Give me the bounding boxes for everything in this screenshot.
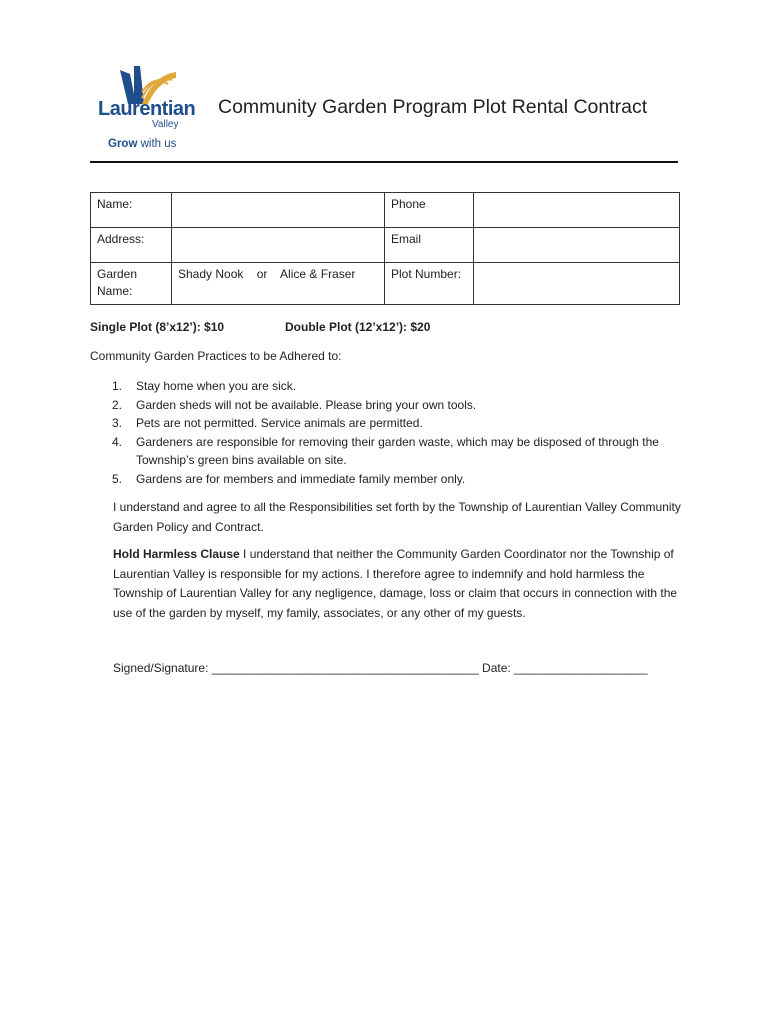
list-item: [90, 377, 680, 396]
name-field[interactable]: [172, 193, 385, 228]
name-label: Name:: [91, 193, 172, 228]
agreement-paragraph: I understand and agree to all the Responsibilities set forth by the Township of Laurentian Valley Community Garden Policy and Contract.: [113, 500, 681, 534]
list-number: 2.: [112, 397, 123, 412]
garden-name-label: Garden Name:: [91, 263, 172, 305]
list-item: [90, 470, 680, 489]
list-number: 3.: [112, 416, 123, 430]
signature-line[interactable]: Signed/Signature: ________________________________________ Date: ____________________: [113, 661, 648, 675]
contact-form-table: [90, 192, 680, 305]
logo-valley-text: Valley: [152, 119, 179, 130]
phone-label: Phone: [385, 193, 474, 228]
email-label: Email: [385, 228, 474, 263]
list-text: Gardeners are responsible for removing their garden waste, which may be disposed of through the Township’s green bins available on site.: [136, 434, 659, 467]
table-row: [91, 193, 680, 228]
table-row: [91, 228, 680, 263]
list-text: Pets are not permitted. Service animals are permitted.: [136, 416, 423, 430]
table-row: [91, 263, 680, 305]
list-number: 1.: [112, 379, 123, 393]
address-field[interactable]: [172, 228, 385, 263]
logo-brand-text: Laurentian: [98, 98, 196, 120]
practices-intro: Community Garden Practices to be Adhered to:: [90, 349, 342, 363]
logo-tagline-bold: Grow: [108, 138, 138, 150]
logo-tagline: [108, 138, 176, 150]
list-item: [90, 396, 680, 415]
laurentian-valley-logo: [96, 64, 206, 156]
list-text: Stay home when you are sick.: [136, 379, 297, 393]
address-label: Address:: [91, 228, 172, 263]
phone-field[interactable]: [474, 193, 680, 228]
plot-number-field[interactable]: [474, 263, 680, 305]
list-item: [90, 433, 680, 470]
list-number: 5.: [112, 471, 123, 486]
garden-name-field[interactable]: [172, 263, 385, 305]
plot-number-label: Plot Number:: [385, 263, 474, 305]
list-text: Garden sheds will not be available. Please bring your own tools.: [136, 397, 477, 412]
title-divider: [90, 161, 678, 163]
hold-harmless-heading: Hold Harmless Clause: [113, 547, 240, 561]
garden-options: Shady Nook or Alice & Fraser: [178, 267, 356, 281]
hold-harmless-text: I understand that neither the Community Garden Coordinator nor the Township of Laurentian Valley is responsible for my actions. I therefore agree to indemnify and hold harmless the Township of Laurentian Valley for any negligence, damage, loss or claim that occurs in connection with the use of the garden by myself, my family, associates, or any other of my guests.: [113, 547, 678, 620]
practices-list: [90, 377, 680, 488]
list-text: Gardens are for members and immediate family member only.: [136, 471, 466, 486]
hold-harmless-paragraph: [113, 545, 681, 623]
document-title: Community Garden Program Plot Rental Contract: [218, 96, 648, 118]
double-plot-rate: Double Plot (12’x12’): $20: [285, 320, 431, 334]
logo-tagline-rest: with us: [140, 138, 177, 150]
list-item: [90, 414, 680, 433]
email-field[interactable]: [474, 228, 680, 263]
single-plot-rate: Single Plot (8’x12’): $10: [90, 320, 225, 334]
list-number: 4.: [112, 434, 123, 449]
